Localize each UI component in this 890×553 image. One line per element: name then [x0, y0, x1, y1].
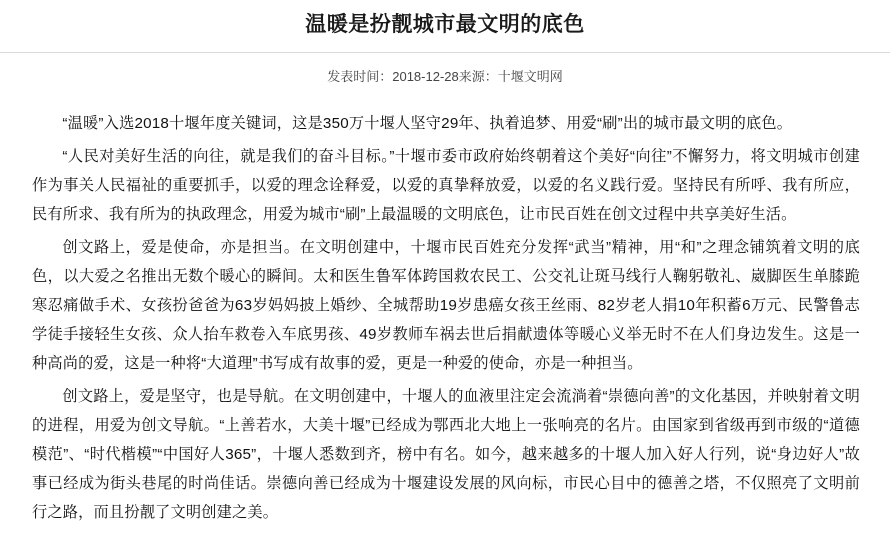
- page-title: 温暖是扮靓城市最文明的底色: [305, 13, 585, 36]
- article-body: [0, 109, 890, 527]
- article-paragraph: 创文路上，爱是使命，亦是担当。在文明创建中，十堰市民百姓充分发挥“武当”精神，用“和”之理念铺筑着文明的底色，以大爱之名推出无数个暖心的瞬间。太和医生鲁军体跨国救农民工、公交礼让斑马线行人鞠躬敬礼、崴脚医生单膝跪寒忍痛做手术、女孩扮爸爸为63岁妈妈披上婚纱、全城帮助19岁患癌女孩王丝雨、82岁老人捐10年积蓄6万元、民警鲁志学徒手接轻生女孩、众人抬车救卷入车底男孩、49岁教师车祸去世后捐献遗体等暖心义举无时不在人们身边发生。这是一种高尚的爱，这是一种将“大道理”书写成有故事的爱，更是一种爱的使命，亦是一种担当。: [32, 239, 860, 372]
- source-value: 十堰文明网: [497, 69, 563, 84]
- article-paragraph: “温暖”入选2018十堰年度关键词，这是350万十堰人坚守29年、执着追梦、用爱“刷”出的城市最文明的底色。: [62, 115, 793, 132]
- publish-time-value: 2018-12-28: [392, 69, 459, 84]
- source-label: 来源：: [458, 69, 498, 84]
- article-page: [0, 10, 890, 553]
- article-paragraph: 创文路上，爱是坚守，也是导航。在文明创建中，十堰人的血液里注定会流淌着“崇德向善”的文化基因，并映射着文明的进程，用爱为创文导航。“上善若水，大美十堰”已经成为鄂西北大地上一张响亮的名片。由国家到省级再到市级的“道德模范”、“时代楷模”“中国好人365”，十堰人悉数到齐，榜中有名。如今，越来越多的十堰人加入好人行列，说“身边好人”故事已经成为街头巷尾的时尚佳话。崇德向善已经成为十堰建设发展的风向标，市民心目中的德善之塔，不仅照亮了文明前行之路，而且扮靓了文明创建之美。: [32, 388, 860, 521]
- title-divider: [0, 52, 890, 53]
- publish-time-label: 发表时间：: [327, 69, 393, 84]
- article-paragraph: “人民对美好生活的向往，就是我们的奋斗目标。”十堰市委市政府始终朝着这个美好“向往”不懈努力，将文明城市创建作为事关人民福祉的重要抓手，以爱的理念诠释爱，以爱的真挚释放爱，以爱的名义践行爱。坚持民有所呼、我有所应，民有所求、我有所为的执政理念，用爱为城市“刷”上最温暖的文明底色，让市民百姓在创文过程中共享美好生活。: [32, 148, 860, 223]
- article-meta: [0, 67, 890, 87]
